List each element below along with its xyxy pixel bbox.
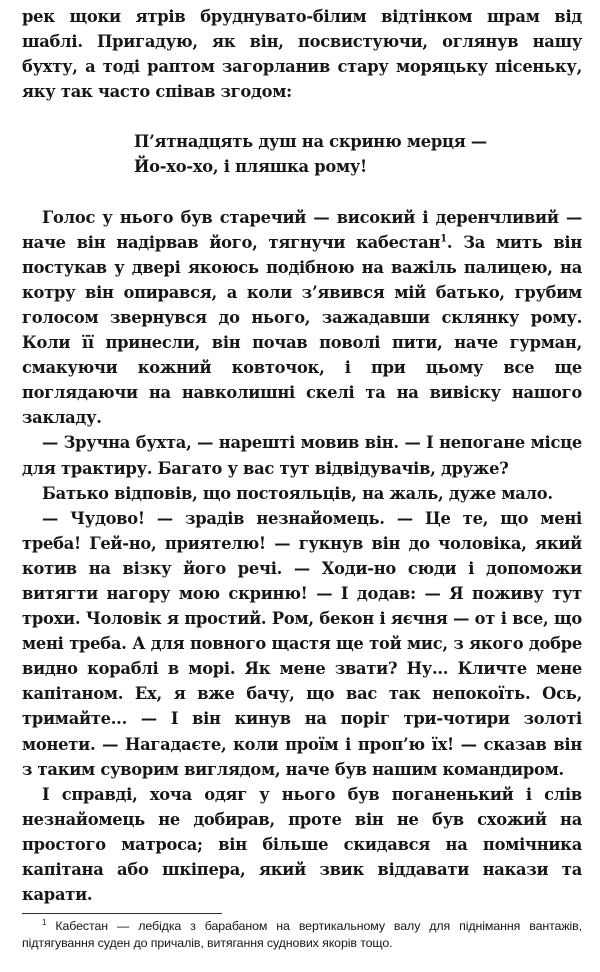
paragraph-stranger: — Чудово! — зрадів незнайомець. — Це те, що мені треба! Гей-но, приятелю! — гукнув він до чоловіка, який котив на візку його речі. — Ходи-но сюди і допоможи витягти нагору мою скриню! — І додав: — Я поживу тут трохи. Чоловік я простий. Ром, бекон і яєчня — от і все, що мені треба. А для повного щастя ще той мис, з якого добре видно кораблі в морі. Як мене звати? Ну... Кличте мене капітаном. Ех, я вже бачу, що вас так непокоїть. Ось, тримайте... — І він кинув на поріг три-чотири золоті монети. — Нагадаєте, коли проїм і проп’ю їх! — сказав він з таким суворим виглядом, наче був нашим командиром. [22,508,582,779]
footnote [22,918,582,952]
footnote-number: 1 [42,918,47,928]
paragraph-voice [22,205,582,431]
footnote-reference: 1 [440,233,447,245]
song-line-2: Йо-хо-хо, і пляшка рому! [134,157,367,177]
song-line-1: П’ятнадцять душ на скриню мерця — [134,132,487,152]
footnote-divider [22,913,222,914]
song-verse [134,129,582,179]
paragraph-voice-start: Голос у нього був старечий — високий і деренчливий — наче він надірвав його, тягнучи кабестан [22,207,582,252]
paragraph-bay: — Зручна бухта, — нарешті мовив він. — І непогане місце для трактиру. Багато у вас тут відвідувачів, друже? [22,433,582,478]
paragraph-father: Батько відповів, що постояльців, на жаль, дуже мало. [42,483,553,503]
main-text [22,4,582,907]
paragraph-intro: рек щоки ятрів бруднувато-білим відтінком шрам від шаблі. Пригадую, як він, посвистуючи, оглянув нашу бухту, а тоді раптом загорланив стару моряцьку пісеньку, яку так часто співав згодом: [22,7,582,102]
paragraph-indeed: І справді, хоча одяг у нього був поганенький і слів незнайомець не добирав, проте він не був схожий на простого матроса; він більше скидався на помічника капітана або шкіпера, який звик віддавати накази та карати. [22,784,582,905]
paragraph-voice-end: . За мить він постукав у двері якоюсь подібною на важіль палицею, на котру він опирався, а коли з’явився мій батько, грубим голосом звернувся до нього, зажадавши склянку рому. Коли її принесли, він почав поволі пити, наче гурман, смакуючи кожний ковточок, і при цьому все ще поглядаючи на навколишні скелі та на вивіску нашого закладу. [22,232,582,428]
footnote-text: Кабестан — лебідка з барабаном на вертикальному валу для піднімання вантажів, підтягування суден до причалів, витягання суднових якорів тощо. [22,919,582,951]
